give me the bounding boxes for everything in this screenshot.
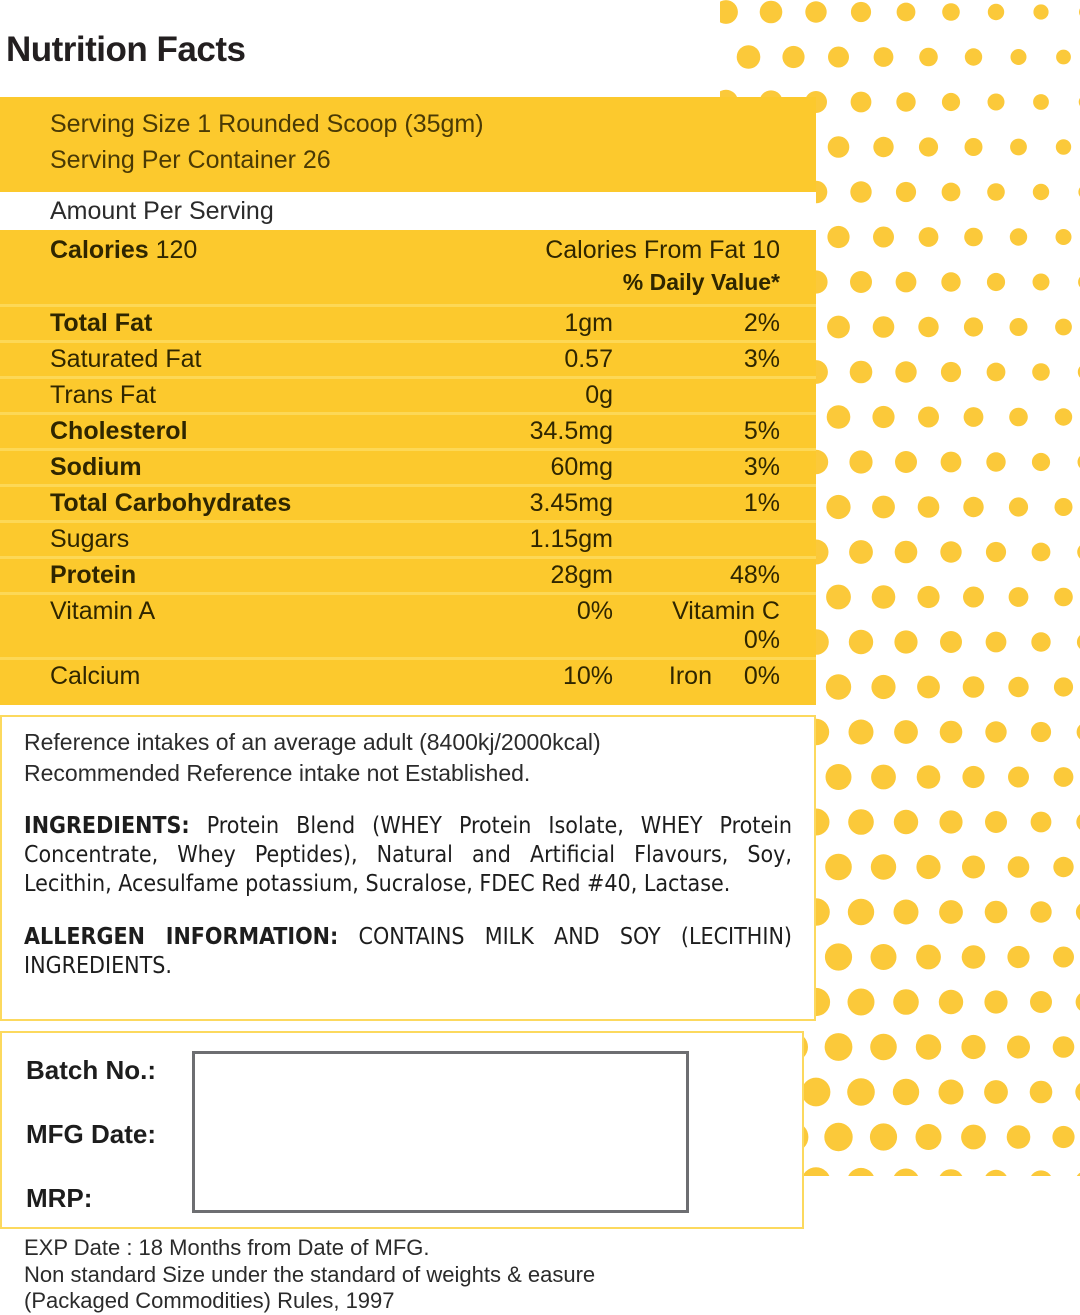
table-row — [0, 659, 816, 706]
ingredients-body: Protein Blend (WHEY Protein Isolate, WHEY Protein Concentrate, Whey Peptides), Natural and Artificial Flavours, Soy, Lecithin, Acesulfame potassium, Sucralose, FDEC Red #40, Lactase. — [24, 813, 792, 898]
nutrient-daily-value — [613, 378, 816, 414]
daily-value-header-row — [0, 267, 816, 306]
allergen-body: CONTAINS MILK AND SOY (LECITHIN) INGREDIENTS. — [24, 924, 792, 979]
table-row — [0, 558, 816, 594]
calories-from-fat: Calories From Fat 10 — [410, 230, 816, 267]
reference-line-1: Reference intakes of an average adult (8400kj/2000kcal) — [24, 727, 792, 758]
calories-label: Calories — [50, 236, 149, 264]
serving-size-line: Serving Size 1 Rounded Scoop (35gm) — [50, 107, 816, 143]
nutrient-amount: 34.5mg — [410, 414, 613, 450]
ingredients-paragraph — [24, 812, 792, 900]
allergen-lead: ALLERGEN INFORMATION: — [24, 924, 338, 950]
vitamin-value-left: 10% — [410, 659, 613, 706]
nutrient-daily-value: 5% — [613, 414, 816, 450]
nutrient-name: Total Fat — [0, 306, 410, 342]
nutrient-amount: 28gm — [410, 558, 613, 594]
nutrient-daily-value: 3% — [613, 342, 816, 378]
nutrient-amount: 60mg — [410, 450, 613, 486]
daily-value-header: % Daily Value* — [0, 267, 816, 306]
packaged-commodities-line: (Packaged Commodities) Rules, 1997 — [24, 1288, 816, 1315]
nutrient-name: Total Carbohydrates — [0, 486, 410, 522]
nutrient-daily-value: 48% — [613, 558, 816, 594]
ingredients-lead: INGREDIENTS: — [24, 813, 190, 839]
nutrient-daily-value: 1% — [613, 486, 816, 522]
nutrient-name: Sugars — [0, 522, 410, 558]
vitamin-value-right: 0% — [712, 662, 780, 691]
table-row — [0, 414, 816, 450]
table-row — [0, 306, 816, 342]
nutrient-name: Cholesterol — [0, 414, 410, 450]
vitamin-name-left: Calcium — [0, 659, 410, 706]
nutrient-name: Sodium — [0, 450, 410, 486]
footer-note — [0, 1235, 816, 1315]
reference-intake-text — [24, 727, 792, 788]
vitamin-value-right: 0% — [712, 626, 780, 655]
vitamin-name-right: Iron — [669, 662, 712, 690]
table-row — [0, 342, 816, 378]
ingredients-box — [0, 715, 816, 1020]
vitamin-name-left: Vitamin A — [0, 594, 410, 659]
calories-cell — [0, 230, 410, 267]
nutrient-daily-value: 2% — [613, 306, 816, 342]
nutrient-name: Protein — [0, 558, 410, 594]
vitamin-value-left: 0% — [410, 594, 613, 659]
mrp-label: MRP: — [26, 1183, 92, 1214]
calories-value: 120 — [156, 236, 198, 264]
table-row — [0, 522, 816, 558]
batch-details-box — [0, 1031, 804, 1229]
allergen-paragraph — [24, 923, 792, 982]
table-row — [0, 594, 816, 659]
vitamin-pair-right — [613, 659, 816, 706]
calories-row — [0, 230, 816, 267]
nutrition-facts-table — [0, 230, 816, 705]
nutrient-amount: 0.57 — [410, 342, 613, 378]
vitamin-name-right: Vitamin C — [672, 597, 780, 625]
table-row — [0, 486, 816, 522]
exp-date-line: EXP Date : 18 Months from Date of MFG. — [24, 1235, 816, 1262]
nutrient-name: Saturated Fat — [0, 342, 410, 378]
nutrient-amount: 3.45mg — [410, 486, 613, 522]
serving-per-container-line: Serving Per Container 26 — [50, 143, 816, 179]
reference-line-2: Recommended Reference intake not Established. — [24, 758, 792, 789]
vitamin-pair-right — [613, 594, 816, 659]
amount-per-serving-label: Amount Per Serving — [0, 192, 816, 230]
nutrient-daily-value — [613, 522, 816, 558]
nutrient-amount: 1gm — [410, 306, 613, 342]
batch-details-input-area[interactable] — [192, 1051, 689, 1213]
nutrient-daily-value: 3% — [613, 450, 816, 486]
non-standard-size-line: Non standard Size under the standard of weights & easure — [24, 1262, 816, 1289]
nutrient-amount: 0g — [410, 378, 613, 414]
nutrient-name: Trans Fat — [0, 378, 410, 414]
table-row — [0, 378, 816, 414]
page-title: Nutrition Facts — [0, 23, 816, 74]
nutrient-amount: 1.15gm — [410, 522, 613, 558]
mfg-date-label: MFG Date: — [26, 1119, 156, 1150]
batch-no-label: Batch No.: — [26, 1055, 156, 1086]
serving-info-block — [0, 97, 816, 192]
table-row — [0, 450, 816, 486]
